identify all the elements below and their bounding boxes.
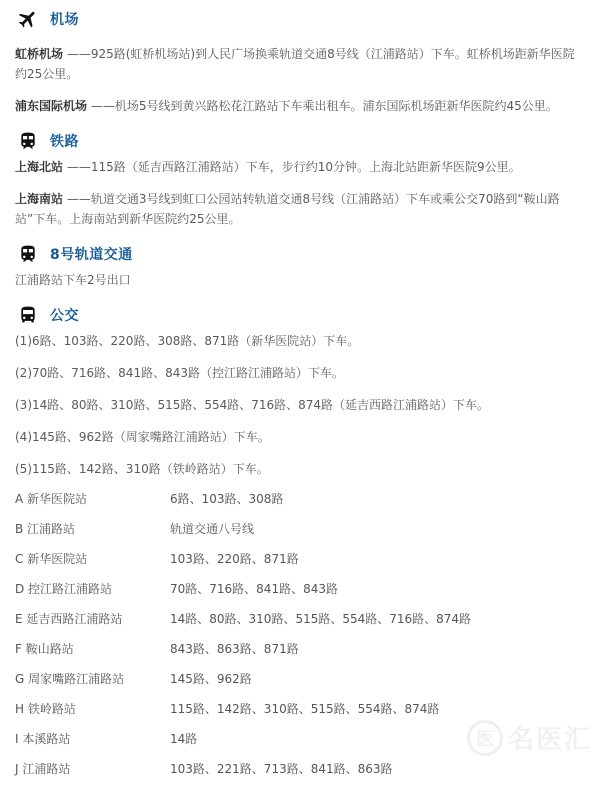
paragraph-text: ——925路(虹桥机场站)到人民广场换乘轨道交通8号线（江浦路站）下车。虹桥机场距新华医院约25公里。 [15,47,575,81]
paragraph-bus-group-5 [15,459,584,479]
paragraph-text: ——轨道交通3号线到虹口公园站转轨道交通8号线（江浦路站）下车或乘公交70路到“鞍山路站”下车。上海南站到新华医院约25公里。 [15,192,560,226]
paragraph-text: 江浦路站下车2号出口 [15,273,131,287]
section-airport [15,7,584,116]
station-name: I 本溪路站 [15,732,71,746]
station-routes: 70路、716路、841路、843路 [170,582,338,596]
station-name: H 铁岭路站 [15,702,76,716]
station-name: E 延吉西路江浦路站 [15,612,123,626]
station-name: F 鞍山路站 [15,642,74,656]
station-routes: 14路、80路、310路、515路、554路、716路、874路 [170,612,472,626]
station-routes: 14路 [170,732,198,746]
paragraph-lead: 浦东国际机场 [15,99,88,113]
metro-section-title: 8号轨道交通 [50,247,133,263]
watermark-logo-icon: 医 [467,720,503,756]
paragraph-hongqiao-airport [15,44,584,84]
paragraph-lead: 上海北站 [15,160,64,174]
airport-section-header [15,7,584,31]
station-row-h [15,701,584,731]
station-routes: 6路、103路、308路 [170,492,284,506]
station-name: D 控江路江浦路站 [15,582,113,596]
paragraph-shanghai-south-station [15,189,584,229]
paragraph-bus-group-2 [15,363,584,383]
station-row-g [15,671,584,701]
station-row-b [15,521,584,551]
metro-icon [15,244,41,264]
station-routes: 115路、142路、310路、515路、554路、874路 [170,702,440,716]
paragraph-bus-group-4 [15,427,584,447]
station-name: G 周家嘴路江浦路站 [15,672,125,686]
paragraph-lead: 上海南站 [15,192,64,206]
station-row-d [15,581,584,611]
paragraph-pudong-airport [15,96,584,116]
paragraph-text: ——机场5号线到黄兴路松花江路站下车乘出租车。浦东国际机场距新华医院约45公里。 [87,99,558,113]
station-row-c [15,551,584,581]
paragraph-text: (1)6路、103路、220路、308路、871路（新华医院站）下车。 [15,334,360,348]
station-row-j [15,761,584,791]
bus-icon [15,305,41,325]
watermark-text: 名医汇 [507,725,592,755]
station-row-a [15,491,584,521]
section-railway [15,129,584,229]
paragraph-text: (2)70路、716路、841路、843路（控江路江浦路站）下车。 [15,366,344,380]
station-name: C 新华医院站 [15,552,88,566]
station-name: J 江浦路站 [15,762,71,776]
station-name: B 江浦路站 [15,522,76,536]
section-bus [15,303,584,479]
bus-section-title: 公交 [50,308,79,324]
paragraph-metro-exit [15,270,584,290]
section-metro-line8 [15,242,584,290]
paragraph-text: (3)14路、80路、310路、515路、554路、716路、874路（延吉西路江浦路站）下车。 [15,398,490,412]
train-icon [15,131,41,151]
station-row-e [15,611,584,641]
metro-section-header [15,242,584,266]
bus-section-header [15,303,584,327]
station-routes: 103路、221路、713路、841路、863路 [170,762,393,776]
railway-section-header [15,129,584,153]
paragraph-text: ——115路（延吉西路江浦路站）下车，步行约10分钟。上海北站距新华医院9公里。 [63,160,521,174]
station-name: A 新华医院站 [15,492,88,506]
railway-section-title: 铁路 [50,134,79,150]
airport-section-title: 机场 [50,12,79,28]
station-routes: 103路、220路、871路 [170,552,299,566]
paragraph-text: (4)145路、962路（周家嘴路江浦路站）下车。 [15,430,270,444]
station-routes: 843路、863路、871路 [170,642,299,656]
paragraph-bus-group-1 [15,331,584,351]
paragraph-shanghai-north-station [15,157,584,177]
station-routes: 轨道交通八号线 [170,522,255,536]
plane-icon [15,8,41,30]
paragraph-text: (5)115路、142路、310路（铁岭路站）下车。 [15,462,269,476]
paragraph-lead: 虹桥机场 [15,47,64,61]
station-table [15,491,584,791]
station-routes: 145路、962路 [170,672,252,686]
paragraph-bus-group-3 [15,395,584,415]
station-row-f [15,641,584,671]
station-row-i [15,731,584,761]
